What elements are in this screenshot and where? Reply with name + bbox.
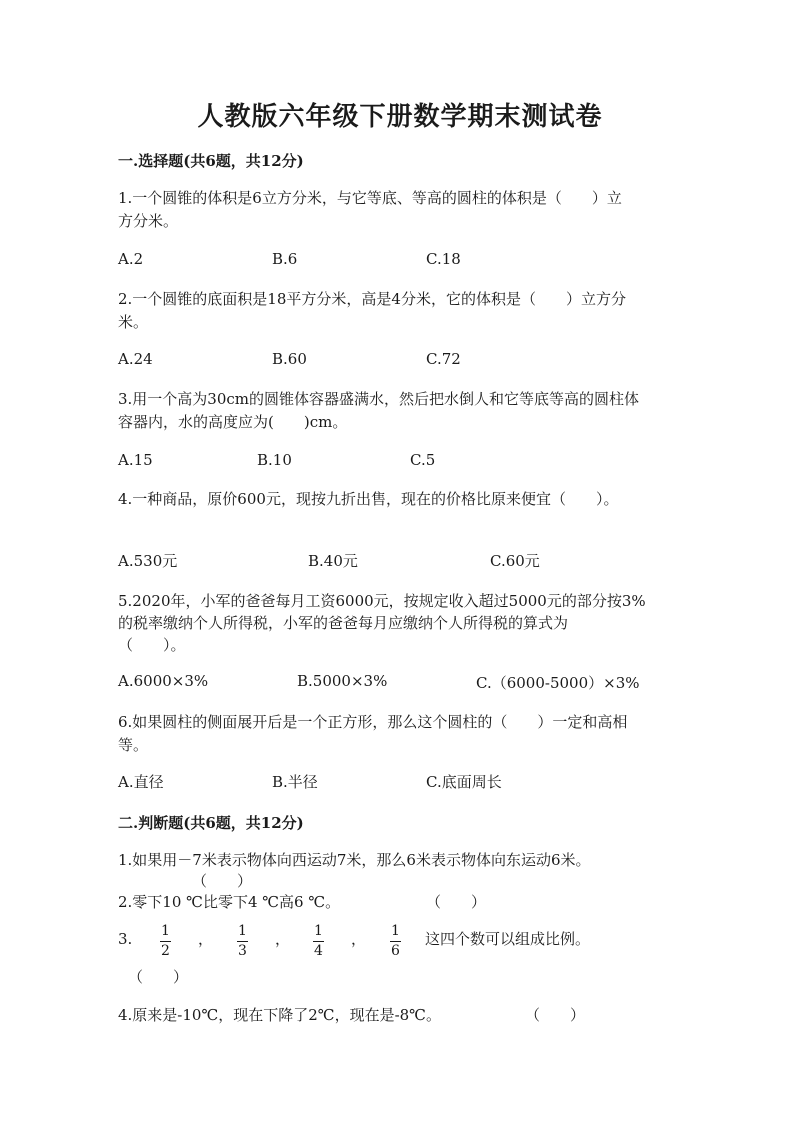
fraction-one-sixth (390, 923, 401, 960)
separator: ， (275, 930, 291, 948)
question-1-line-2: 方分米。 (118, 212, 179, 230)
question-6-line-1: 6.如果圆柱的侧面展开后是一个正方形，那么这个圆柱的（ ）一定和高相 (118, 713, 628, 731)
separator: ， (351, 930, 367, 948)
fraction-bar (313, 941, 324, 942)
question-1-option-b: B.6 (272, 250, 298, 268)
page-title: 人教版六年级下册数学期末测试卷 (197, 102, 603, 132)
question-4-option-c: C.60元 (490, 552, 540, 570)
fraction-one-third (237, 923, 248, 960)
fraction-denominator: 3 (238, 943, 247, 959)
judge-question-1-bracket: （ ） (192, 872, 253, 890)
question-5-option-c: C.（6000-5000）×3% (476, 674, 640, 692)
question-6-option-a: A.直径 (118, 773, 164, 791)
question-4-option-b: B.40元 (308, 552, 358, 570)
fraction-bar (237, 941, 248, 942)
question-2-option-b: B.60 (272, 350, 307, 368)
judge-question-4-bracket: （ ） (525, 1006, 586, 1024)
question-1-line-1: 1.一个圆锥的体积是6立方分米，与它等底、等高的圆柱的体积是（ ）立 (118, 189, 622, 207)
fraction-one-half (160, 923, 171, 960)
question-5-line-3: （ ）。 (118, 636, 186, 654)
fraction-numerator: 1 (391, 923, 400, 939)
question-1-option-c: C.18 (426, 250, 461, 268)
question-5-option-a: A.6000×3% (118, 672, 209, 690)
fraction-denominator: 2 (161, 943, 170, 959)
judge-question-3-bracket: （ ） (128, 968, 189, 986)
question-3-option-c: C.5 (410, 451, 436, 469)
fraction-numerator: 1 (238, 923, 247, 939)
question-1-option-a: A.2 (118, 250, 144, 268)
fraction-numerator: 1 (314, 923, 323, 939)
question-4-option-a: A.530元 (118, 552, 178, 570)
judge-question-3-number: 3. (118, 930, 133, 948)
judge-question-2: 2.零下10 ℃比零下4 ℃高6 ℃。 (118, 893, 341, 911)
question-6-option-c: C.底面周长 (426, 773, 502, 791)
question-3-option-b: B.10 (257, 451, 292, 469)
question-5-option-b: B.5000×3% (297, 672, 388, 690)
section-2-heading: 二.判断题(共6题，共12分) (118, 814, 304, 832)
section-1-heading: 一.选择题(共6题，共12分) (118, 152, 304, 170)
question-3-line-1: 3.用一个高为30cm的圆锥体容器盛满水，然后把水倒人和它等底等高的圆柱体 (118, 390, 640, 408)
question-5-line-2: 的税率缴纳个人所得税，小军的爸爸每月应缴纳个人所得税的算式为 (118, 614, 569, 632)
question-2-option-c: C.72 (426, 350, 461, 368)
fraction-bar (390, 941, 401, 942)
fraction-numerator: 1 (161, 923, 170, 939)
fraction-denominator: 6 (391, 943, 400, 959)
fraction-denominator: 4 (314, 943, 323, 959)
question-5-line-1: 5.2020年，小军的爸爸每月工资6000元，按规定收入超过5000元的部分按3% (118, 592, 646, 610)
question-2-option-a: A.24 (118, 350, 153, 368)
separator: ， (198, 930, 214, 948)
question-3-line-2: 容器内，水的高度应为( )cm。 (118, 413, 348, 431)
question-6-line-2: 等。 (118, 736, 149, 754)
fraction-bar (160, 941, 171, 942)
question-6-option-b: B.半径 (272, 773, 318, 791)
question-3-option-a: A.15 (118, 451, 153, 469)
question-4-line-1: 4.一种商品，原价600元，现按九折出售，现在的价格比原来便宜（ ）。 (118, 490, 619, 508)
fraction-one-quarter (313, 923, 324, 960)
question-2-line-1: 2.一个圆锥的底面积是18平方分米，高是4分米，它的体积是（ ）立方分 (118, 290, 626, 308)
judge-question-3-text: 这四个数可以组成比例。 (425, 930, 591, 948)
judge-question-4: 4.原来是-10℃，现在下降了2℃，现在是-8℃。 (118, 1006, 441, 1024)
question-2-line-2: 米。 (118, 313, 149, 331)
judge-question-2-bracket: （ ） (426, 893, 487, 911)
judge-question-1: 1.如果用－7米表示物体向西运动7米，那么6米表示物体向东运动6米。 (118, 851, 591, 869)
